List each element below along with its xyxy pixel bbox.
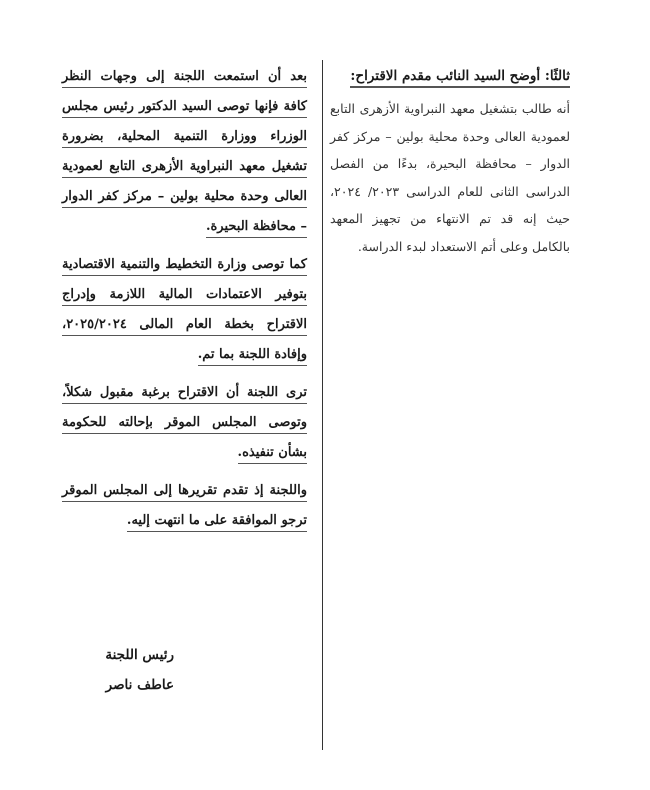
recommendation-paragraph-2 bbox=[62, 250, 307, 370]
paragraph-text: بعد أن استمعت اللجنة إلى وجهات النظر كافة فإنها توصى السيد الدكتور رئيس مجلس الوزراء ووزارة التنمية المحلية، بضرورة تشغيل معهد النبراوية الأزهرى التابع لعمودية العالى وحدة محلية بولين – مركز كفر الدوار – محافظة البحيرة. bbox=[62, 69, 307, 238]
recommendation-paragraph-4 bbox=[62, 476, 307, 536]
recommendation-paragraph-1 bbox=[62, 62, 307, 242]
left-column bbox=[62, 62, 307, 544]
section-heading-text: ثالثًا: أوضح السيد النائب مقدم الاقتراح: bbox=[350, 68, 570, 88]
signature-title: رئيس اللجنة bbox=[105, 647, 174, 663]
right-column bbox=[330, 62, 570, 260]
paragraph-text: كما توصى وزارة التخطيط والتنمية الاقتصادية بتوفير الاعتمادات المالية اللازمة وإدراج الاقتراح بخطة العام المالى ٢٠٢٥/٢٠٢٤، وإفادة اللجنة بما تم. bbox=[62, 257, 307, 366]
proposal-body: أنه طالب بتشغيل معهد النبراوية الأزهرى التابع لعمودية العالى وحدة محلية بولين – مركز كفر الدوار – محافظة البحيرة، بدءًا من الفصل الدراسى الثانى للعام الدراسى ٢٠٢٣/ ٢٠٢٤، حيث إنه قد تم الانتهاء من تجهيز المعهد بالكامل وعلى أتم الاستعداد لبدء الدراسة. bbox=[330, 101, 570, 254]
section-heading bbox=[330, 62, 570, 91]
column-divider bbox=[322, 60, 323, 750]
signature-name: عاطف ناصر bbox=[105, 677, 174, 693]
recommendation-paragraph-3 bbox=[62, 378, 307, 468]
paragraph-text: واللجنة إذ تقدم تقريرها إلى المجلس الموقر ترجو الموافقة على ما انتهت إليه. bbox=[62, 483, 307, 532]
paragraph-text: ترى اللجنة أن الاقتراح برغبة مقبول شكلاً، وتوصى المجلس الموقر بإحالته للحكومة بشأن تنفيذه. bbox=[62, 385, 307, 464]
signature-block bbox=[24, 640, 174, 700]
